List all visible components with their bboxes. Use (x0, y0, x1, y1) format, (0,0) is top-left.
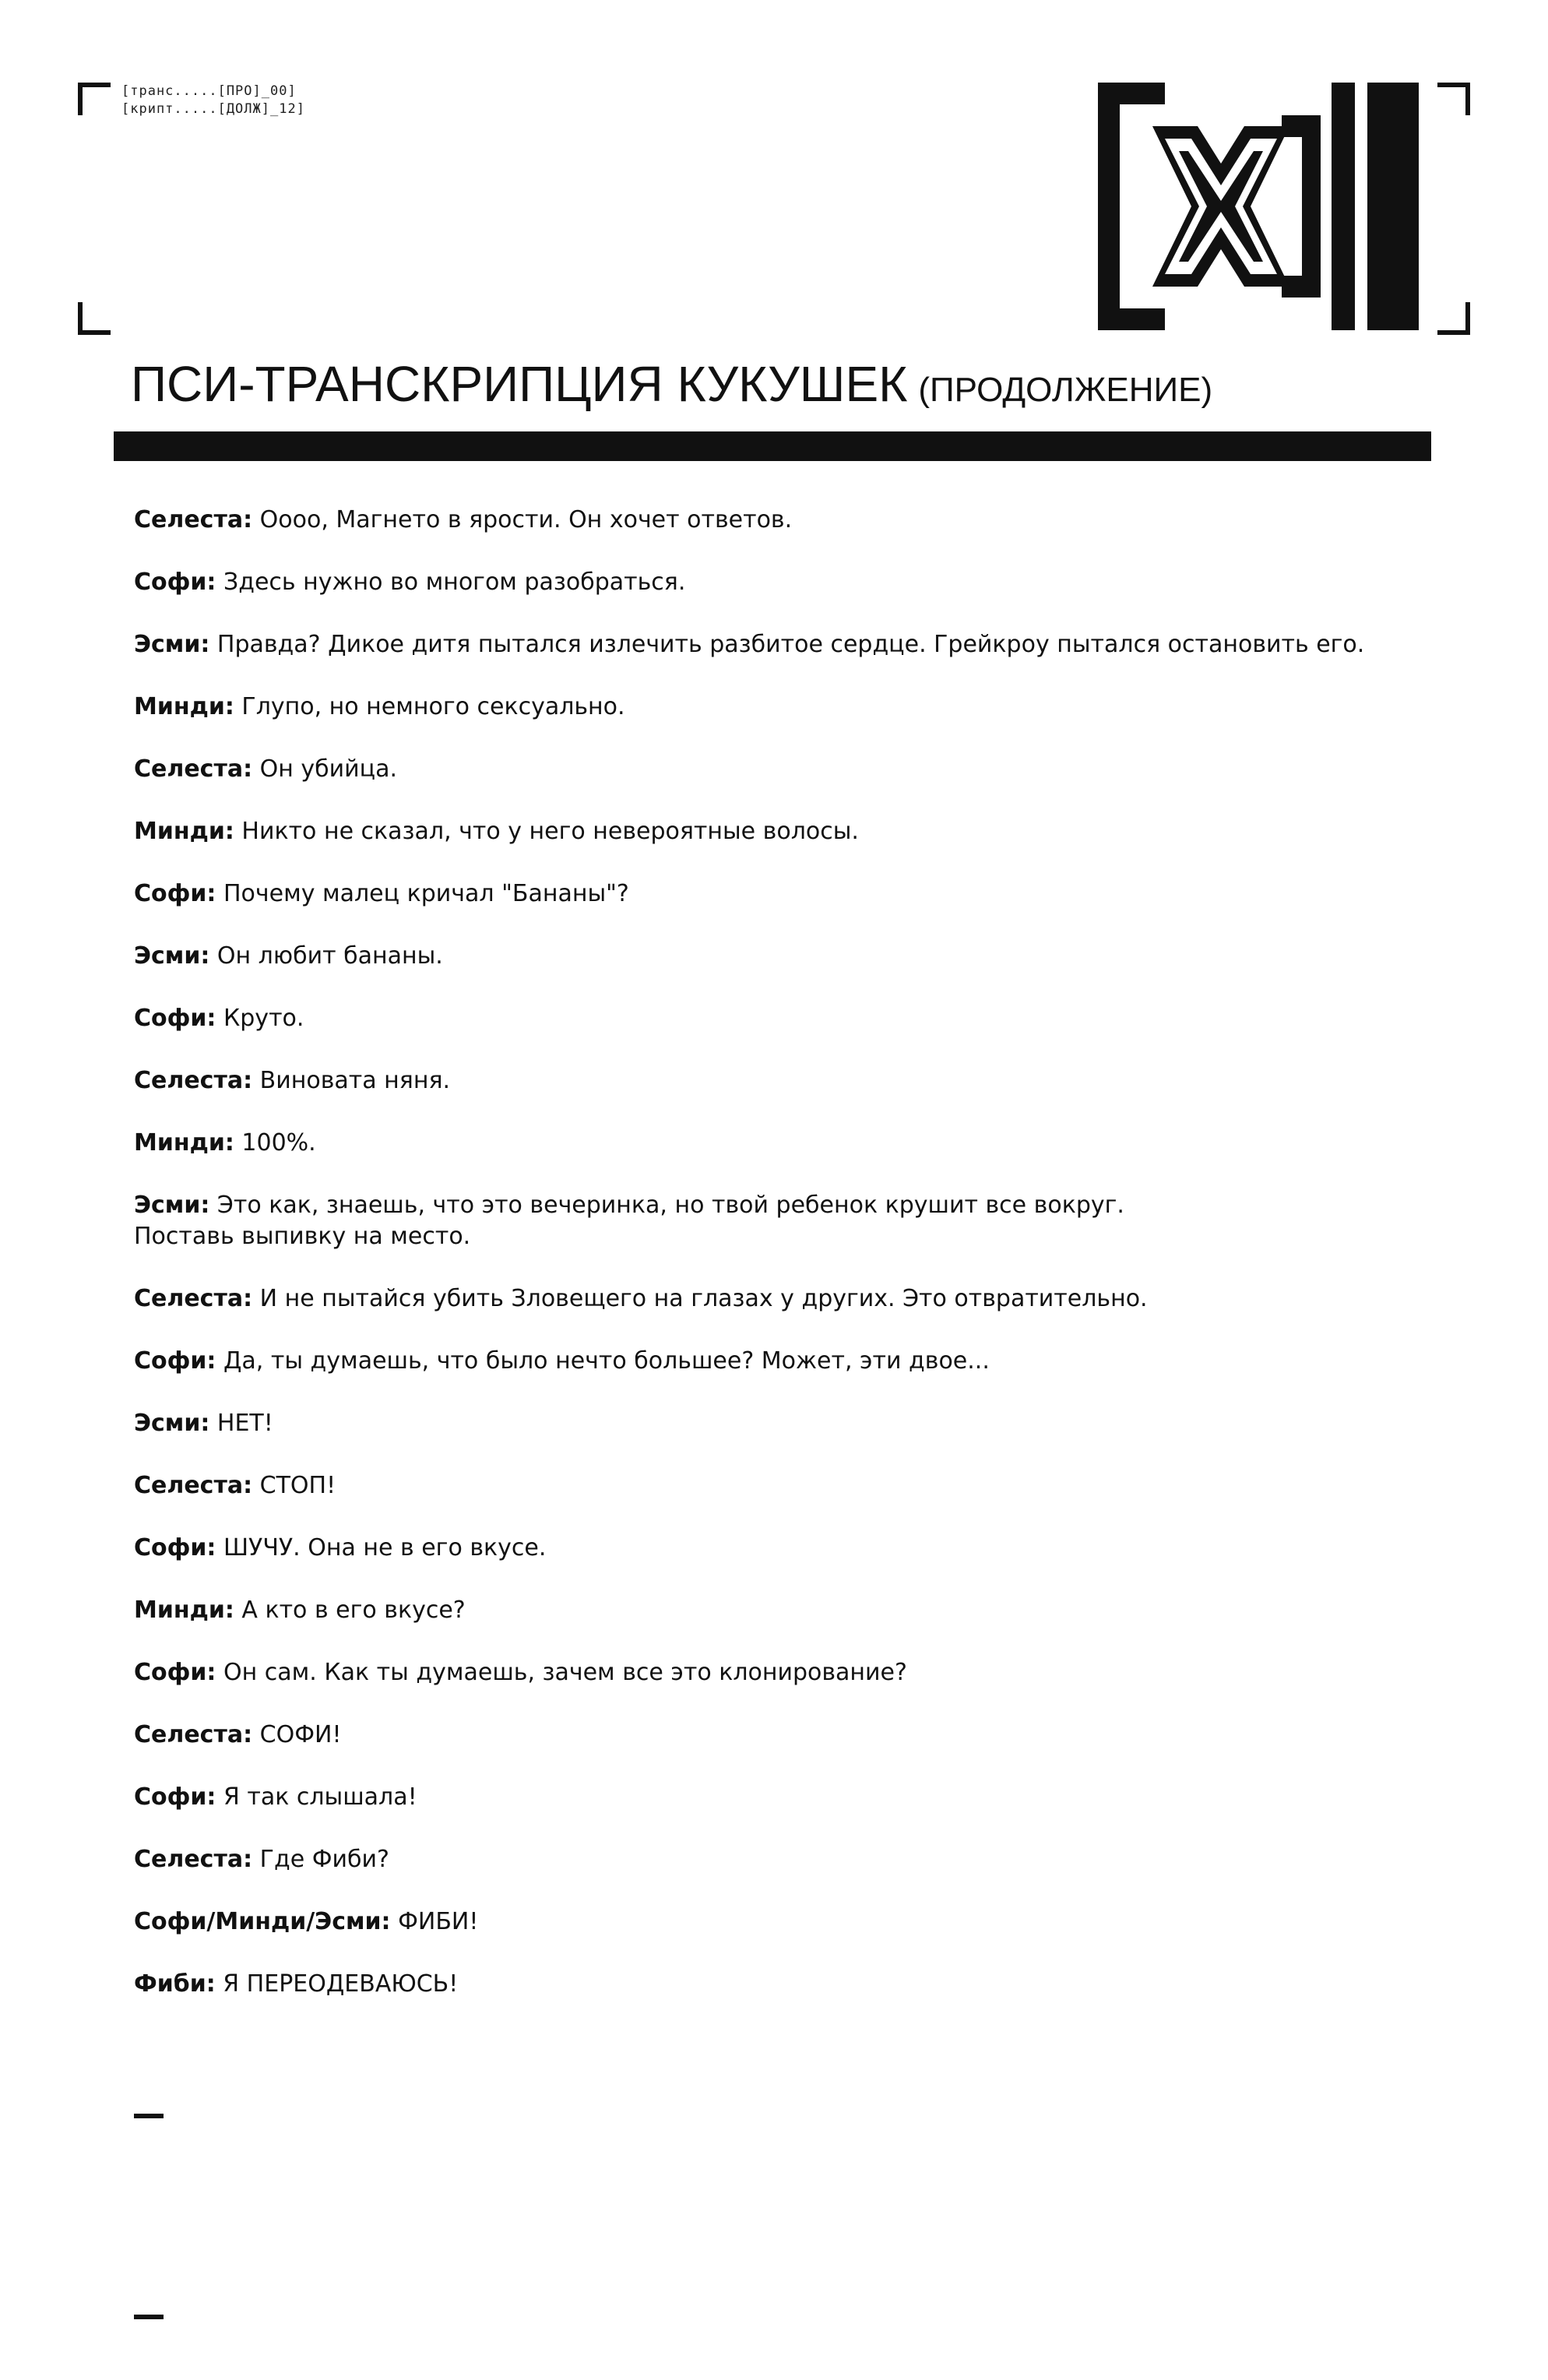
speaker-name: Софи/Минди/Эсми: (134, 1908, 391, 1935)
footer-dash-lower (134, 2315, 164, 2319)
meta-line-1: [транс.....[ПРО]_00] (121, 83, 297, 99)
transcript-line (134, 1003, 1411, 1034)
transcript-line (134, 1657, 1411, 1688)
line-text: Где Фиби? (259, 1846, 389, 1873)
line-text: Почему малец кричал "Бананы"? (223, 880, 629, 907)
document-meta (121, 83, 305, 118)
line-text: Глупо, но немного сексуально. (241, 693, 625, 720)
speaker-name: Софи: (134, 1534, 216, 1561)
transcript-line (134, 1128, 1411, 1159)
transcript-line (134, 1190, 1411, 1252)
line-text: НЕТ! (216, 1410, 273, 1437)
speaker-name: Селеста: (134, 506, 253, 533)
transcript-line (134, 754, 1411, 785)
line-text: ШУЧУ. Она не в его вкусе. (223, 1534, 547, 1561)
speaker-name: Эсми: (134, 631, 210, 658)
speaker-name: Эсми: (134, 942, 210, 970)
line-text: Виновата няня. (259, 1067, 451, 1094)
transcript-line (134, 692, 1411, 723)
line-text: И не пытайся убить Зловещего на глазах у других. Это отвратительно. (259, 1285, 1148, 1312)
line-text: Правда? Дикое дитя пытался излечить разбитое сердце. Грейкроу пытался остановить его. (216, 631, 1365, 658)
speaker-name: Минди: (134, 693, 234, 720)
line-text: ФИБИ! (398, 1908, 479, 1935)
speaker-name: Софи: (134, 569, 216, 596)
title-divider (114, 431, 1431, 461)
transcript-line (134, 629, 1411, 660)
corner-bracket-bottom-left (78, 302, 111, 335)
line-text: Здесь нужно во многом разобраться. (223, 569, 686, 596)
speaker-name: Минди: (134, 1129, 234, 1157)
speaker-name: Селеста: (134, 1846, 253, 1873)
speaker-name: Софи: (134, 1347, 216, 1375)
speaker-name: Минди: (134, 1597, 234, 1624)
transcript-line (134, 1844, 1411, 1875)
line-text: Оооо, Магнето в ярости. Он хочет ответов. (259, 506, 793, 533)
line-text: Это как, знаешь, что это вечеринка, но твой ребенок крушит все вокруг. Поставь выпивку на место. (134, 1192, 1124, 1250)
transcript-line (134, 1969, 1411, 2000)
line-text: СОФИ! (259, 1721, 342, 1748)
line-text: А кто в его вкусе? (241, 1597, 466, 1624)
transcript-line (134, 1283, 1411, 1315)
transcript-line (134, 816, 1411, 847)
line-text: Круто. (223, 1005, 304, 1032)
speaker-name: Селеста: (134, 755, 253, 783)
speaker-name: Софи: (134, 1659, 216, 1686)
transcript-line (134, 1346, 1411, 1377)
speaker-name: Селеста: (134, 1285, 253, 1312)
speaker-name: Эсми: (134, 1192, 210, 1219)
transcript-line (134, 878, 1411, 910)
transcript-line (134, 1782, 1411, 1813)
transcript-line (134, 1470, 1411, 1502)
x-men-logo-icon (1098, 83, 1419, 330)
transcript-line (134, 1906, 1411, 1938)
speaker-name: Селеста: (134, 1067, 253, 1094)
speaker-name: Селеста: (134, 1721, 253, 1748)
title-main: ПСИ-ТРАНСКРИПЦИЯ КУКУШЕК (131, 356, 908, 412)
transcript-line (134, 567, 1411, 598)
transcript-line (134, 1408, 1411, 1439)
transcript-line (134, 941, 1411, 972)
footer-dash-upper (134, 2114, 164, 2118)
transcript-line (134, 1595, 1411, 1626)
speaker-name: Софи: (134, 1005, 216, 1032)
speaker-name: Софи: (134, 880, 216, 907)
transcript (134, 505, 1411, 2031)
transcript-line (134, 1533, 1411, 1564)
corner-bracket-bottom-right (1437, 302, 1470, 335)
speaker-name: Эсми: (134, 1410, 210, 1437)
line-text: Я ПЕРЕОДЕВАЮСЬ! (223, 1970, 459, 1998)
page-title (131, 355, 1212, 413)
title-sub: (ПРОДОЛЖЕНИЕ) (918, 371, 1213, 409)
speaker-name: Минди: (134, 818, 234, 845)
meta-line-2: [крипт.....[ДОЛЖ]_12] (121, 101, 305, 117)
corner-bracket-top-right (1437, 83, 1470, 115)
line-text: Он убийца. (259, 755, 398, 783)
line-text: Никто не сказал, что у него невероятные волосы. (241, 818, 859, 845)
speaker-name: Софи: (134, 1783, 216, 1811)
speaker-name: Селеста: (134, 1472, 253, 1499)
line-text: Он сам. Как ты думаешь, зачем все это клонирование? (223, 1659, 907, 1686)
speaker-name: Фиби: (134, 1970, 216, 1998)
corner-bracket-top-left (78, 83, 111, 115)
line-text: СТОП! (259, 1472, 336, 1499)
line-text: Он любит бананы. (216, 942, 443, 970)
transcript-line (134, 1065, 1411, 1097)
line-text: 100%. (241, 1129, 316, 1157)
transcript-line (134, 505, 1411, 536)
transcript-line (134, 1720, 1411, 1751)
line-text: Я так слышала! (223, 1783, 417, 1811)
line-text: Да, ты думаешь, что было нечто большее? Может, эти двое... (223, 1347, 990, 1375)
